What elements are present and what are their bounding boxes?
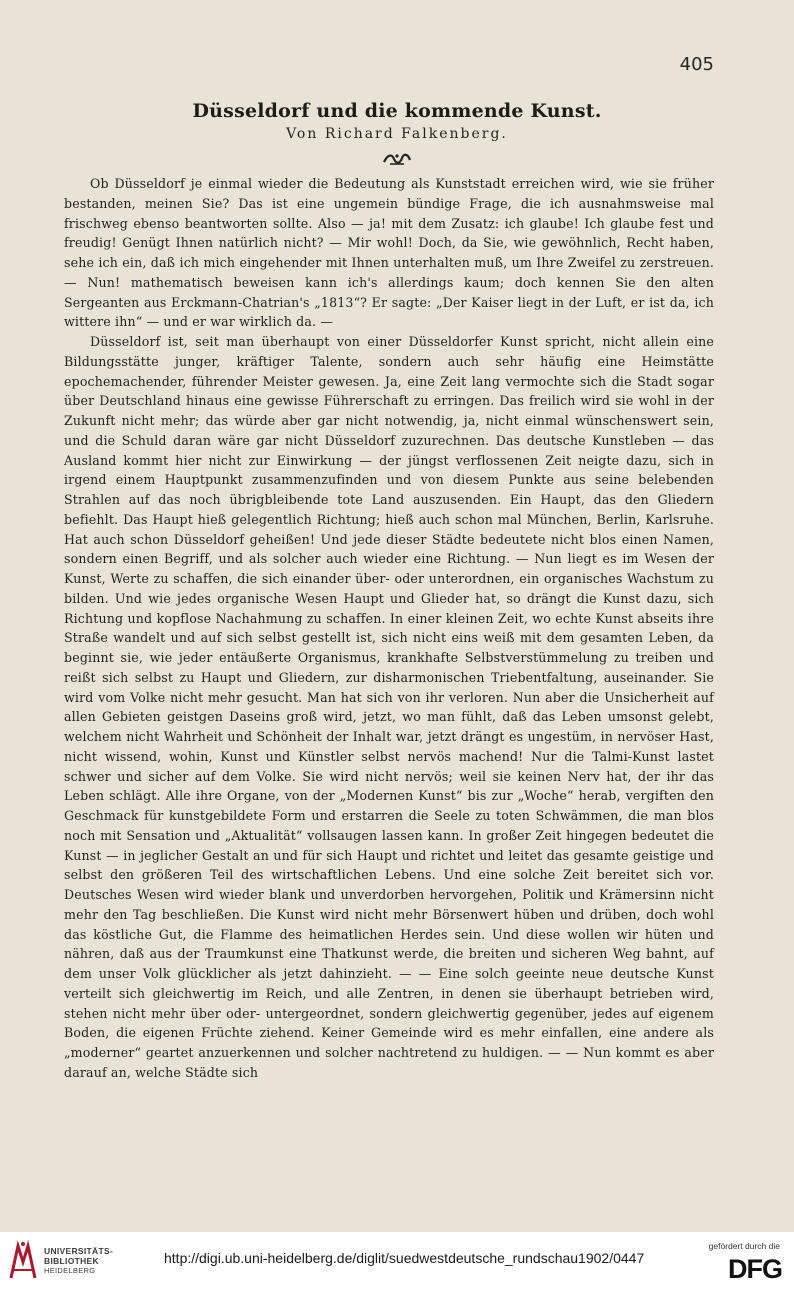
permalink-url[interactable]: http://digi.ub.uni-heidelberg.de/diglit/suedwestdeutsche_rundschau1902/0447	[164, 1250, 645, 1266]
library-name-line: UNIVERSITÄTS-	[44, 1246, 114, 1256]
paragraph: Ob Düsseldorf je einmal wieder die Bedeutung als Kunststadt erreichen wird, wie sie früher bestanden, meinen Sie? Das ist eine ungemein bündige Frage, die ich ausnahmsweise mal frischweg ebenso beantworten sollte. Also — ja! mit dem Zusatz: ich glaube! Ich glaube fest und freudig! Genügt Ihnen natürlich nicht? — Mir wohl! Doch, da Sie, wie gewöhnlich, Recht haben, sehe ich ein, daß ich mich eingehender mit Ihnen unterhalten muß, um Ihre Zweifel zu zerstreuen. — Nun! mathematisch beweisen kann ich's allerdings kaum; doch kennen Sie den alten Sergeanten aus Erckmann-Chatrian's „1813“? Er sagte: „Der Kaiser liegt in der Luft, er ist da, ich wittere ihn“ — und er war wirklich da. —	[64, 176, 714, 330]
viewer-footer	[0, 1232, 794, 1289]
page-number: 405	[679, 54, 714, 75]
heidelberg-library-logo-icon[interactable]	[8, 1240, 38, 1280]
dfg-logo[interactable]: DFG	[728, 1254, 782, 1284]
article-body	[64, 174, 714, 1083]
library-name	[44, 1246, 113, 1276]
ornament-icon	[382, 152, 412, 166]
funding-caption: gefördert durch die	[708, 1241, 780, 1251]
library-name-line: HEIDELBERG	[44, 1266, 96, 1275]
library-name-line: BIBLIOTHEK	[44, 1256, 99, 1266]
article-byline: Von Richard Falkenberg.	[286, 126, 508, 142]
article-title: Düsseldorf und die kommende Kunst.	[192, 100, 602, 122]
paragraph: Düsseldorf ist, seit man überhaupt von einer Düsseldorfer Kunst spricht, nicht allein eine Bildungsstätte junger, kräftiger Talente, sondern auch sehr häufig eine Heimstätte epochemachender, führender Meister gewesen. Ja, eine Zeit lang vermochte sich die Stadt sogar über Deutschland hinaus eine gewisse Führerschaft zu erringen. Das freilich wird sie wohl in der Zukunft nicht mehr; das würde aber gar nicht notwendig, ja, nicht einmal wünschenswert sein, und die Schuld daran wäre gar nicht Düsseldorf zuzurechnen. Das deutsche Kunstleben — das Ausland kommt hier nicht zur Einwirkung — der jüngst verflossenen Zeit neigte dazu, sich in irgend einem Hauptpunkt zusammenzufinden und von diesem Punkte aus seine belebenden Strahlen auf das noch übrigbleibende tote Land auszusenden. Ein Haupt, das den Gliedern befiehlt. Das Haupt hieß gelegentlich Richtung; hieß auch schon mal München, Berlin, Karlsruhe. Hat auch schon Düsseldorf geheißen! Und jede dieser Städte bedeutete nicht blos einen Namen, sondern einen Begriff, und als solcher auch wieder eine Richtung. — Nun liegt es im Wesen der Kunst, Werte zu schaffen, die sich einander über- oder unterordnen, ein organisches Wachstum zu bilden. Und wie jedes organische Wesen Haupt und Glieder hat, so drängt die Kunst dazu, sich Richtung und kopflose Nachahmung zu schaffen. In einer kleinen Zeit, wo echte Kunst abseits ihre Straße wandelt und auf sich selbst gestellt ist, sich nicht eins weiß mit dem gesamten Leben, da beginnt sie, wie jeder entäußerte Organismus, krankhafte Selbstverstümmelung zu treiben und reißt sich selbst zu Haupt und Gliedern, zur disharmonischen Triebentfaltung, auseinander. Sie wird vom Volke nicht mehr gesucht. Man hat sich von ihr verloren. Nun aber die Unsicherheit auf allen Gebieten geistgen Daseins groß wird, jetzt, wo man fühlt, daß das Leben umsonst gelebt, welchem nicht Wahrheit und Schönheit der Inhalt war, jetzt drängt es ungestüm, in nervöser Hast, nicht wissend, wohin, Kunst und Künstler selbst nervös machend! Nur die Talmi-Kunst lastet schwer und sicher auf dem Volke. Sie wird nicht nervös; weil sie keinen Nerv hat, der ihr das Leben schlägt. Alle ihre Organe, von der „Modernen Kunst“ bis zur „Woche“ herab, vergiften den Geschmack für kunstgebildete Form und erstarren die Seele zu toten Schwämmen, die man blos noch mit Sensation und „Aktualität“ vollsaugen lassen kann. In großer Zeit hingegen bedeutet die Kunst — in jeglicher Gestalt an und für sich Haupt und richtet und leitet das gesamte geistige und selbst den größeren Teil des wirtschaftlichen Lebens. Und eine solche Zeit bereitet sich vor. Deutsches Wesen wird wieder blank und unverdorben hervorgehen, Politik und Krämersinn nicht mehr den Tag beschließen. Die Kunst wird nicht mehr Börsenwert hüben und drüben, doch wohl das köstliche Gut, die Flamme des heimatlichen Herdes sein. Und diese wollen wir hüten und nähren, daß aus der Traumkunst eine Thatkunst werde, die breiten und sicheren Weg bahnt, auf dem unser Volk glücklicher als jetzt dahinzieht. — — Eine solch geeinte neue deutsche Kunst verteilt sich gleichwertig im Reich, und alle Zentren, in denen sie überhaupt betrieben wird, stehen nicht mehr über oder- untergeordnet, sondern gleichwertig gegenüber, jedes auf eigenem Boden, die eigenen Früchte ziehend. Keiner Gemeinde wird es mehr einfallen, eine andere als „moderner“ geartet anzuerkennen und solcher nachtretend zu huldigen. — — Nun kommt es aber darauf an, welche Städte sich	[64, 334, 714, 1080]
